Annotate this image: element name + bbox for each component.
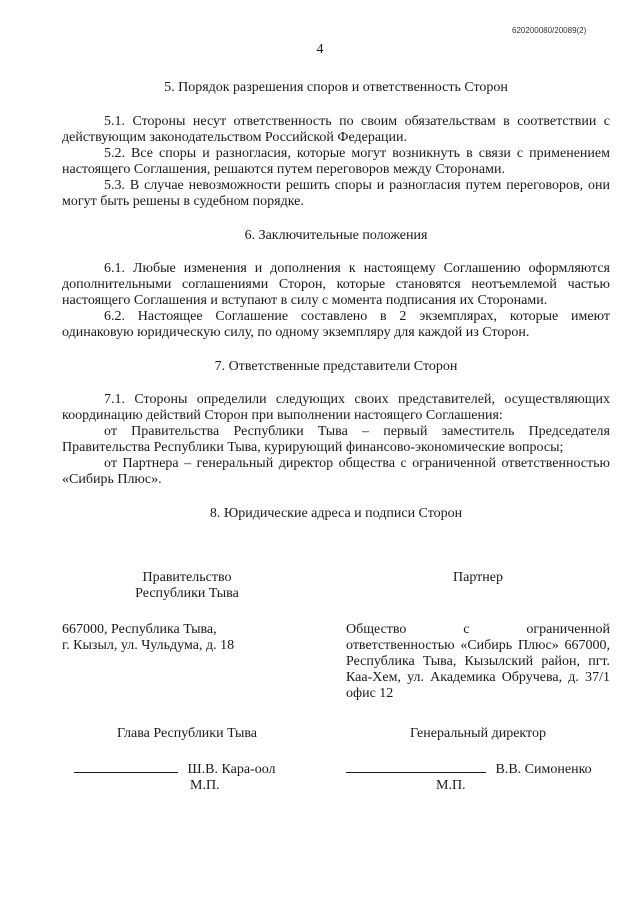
representative-government: от Правительства Республики Тыва – первый заместитель Председателя Правительства Республики Тыва, курирующий финансово-экономические вопросы; — [62, 424, 610, 455]
clause-6-1: 6.1. Любые изменения и дополнения к настоящему Соглашению оформляются дополнительными соглашениями Сторон, которые становятся неотъемлемой частью настоящего Соглашения и вступают в силу с момента подписания их Сторонами. — [62, 261, 610, 308]
section-5-title: 5. Порядок разрешения споров и ответственность Сторон — [164, 80, 508, 95]
right-stamp-label: М.П. — [436, 778, 466, 793]
left-address-line2: г. Кызыл, ул. Чульдума, д. 18 — [62, 638, 235, 653]
left-party-name — [62, 570, 312, 602]
left-signatory-name: Ш.В. Кара-оол — [187, 762, 276, 777]
left-party-address — [62, 622, 312, 654]
right-stamp — [346, 778, 610, 794]
right-party-details: Общество с ограниченной ответственностью «Сибирь Плюс» 667000, Республика Тыва, Кызылский район, пгт. Каа-Хем, ул. Академика Обручева, д. 37/1 офис 12 — [346, 622, 610, 701]
right-party-name: Партнер — [453, 570, 503, 585]
clause-5-1: 5.1. Стороны несут ответственность по своим обязательствам в соответствии с действующим законодательством Российской Федерации. — [62, 114, 610, 145]
left-signature-row — [62, 762, 312, 778]
representative-partner: от Партнера – генеральный директор общества с ограниченной ответственностью «Сибирь Плюс». — [62, 456, 610, 487]
right-signatory-position: Генеральный директор — [410, 726, 546, 741]
right-signatory-name: В.В. Симоненко — [495, 762, 592, 777]
left-stamp-label: М.П. — [190, 778, 220, 793]
section-8-title: 8. Юридические адреса и подписи Сторон — [209, 506, 463, 521]
right-signature-line — [346, 772, 486, 773]
left-stamp — [62, 778, 312, 794]
right-signature-row — [346, 762, 610, 778]
clause-7-1: 7.1. Стороны определили следующих своих представителей, осуществляющих координацию действий Сторон при выполнении настоящего Соглашения: — [62, 392, 610, 423]
section-6-title: 6. Заключительные положения — [244, 228, 428, 243]
clause-5-2: 5.2. Все споры и разногласия, которые могут возникнуть в связи с применением настоящего Соглашения, решаются путем переговоров между Сторонами. — [62, 146, 610, 177]
left-party-name-line2: Республики Тыва — [135, 586, 239, 601]
document-code: 620200080/20089(2) — [512, 26, 587, 35]
clause-6-2: 6.2. Настоящее Соглашение составлено в 2 экземплярах, которые имеют одинаковую юридическую силу, по одному экземпляру для каждой из Сторон. — [62, 309, 610, 340]
clause-5-3: 5.3. В случае невозможности решить споры и разногласия путем переговоров, они могут быть решены в судебном порядке. — [62, 178, 610, 209]
left-address-line1: 667000, Республика Тыва, — [62, 622, 217, 637]
section-7-title: 7. Ответственные представители Сторон — [214, 359, 458, 374]
page-number: 4 — [316, 42, 324, 57]
left-signatory-position: Глава Республики Тыва — [116, 726, 257, 741]
left-party-name-line1: Правительство — [142, 570, 232, 585]
left-signature-line — [74, 772, 178, 773]
document-body — [62, 80, 610, 539]
